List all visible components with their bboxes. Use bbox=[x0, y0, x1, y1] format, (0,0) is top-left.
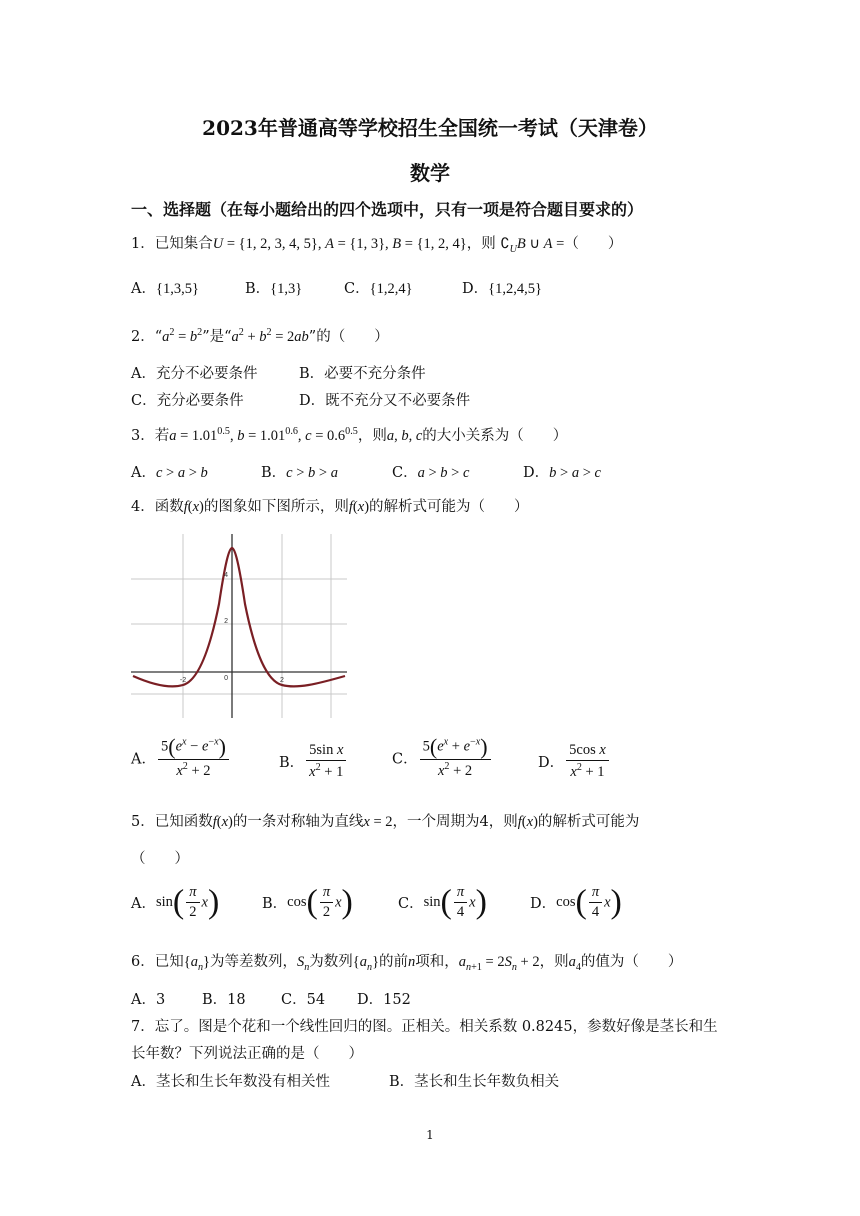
tick-label-2: 2 bbox=[224, 618, 228, 625]
q3-option-a: A．c > a > b bbox=[131, 465, 208, 481]
question-2: 2．“$a^2 = b^2$”是“$a^2 + b^2 = 2ab$”的（ ） bbox=[131, 327, 389, 345]
q7-option-a: A．茎长和生长年数没有相关性 bbox=[131, 1074, 330, 1090]
q4-option-b: B． $\frac{\text{5sin x}}{x^2 + 1}$ bbox=[279, 742, 348, 781]
q1-option-c: C．{1,2,4} bbox=[344, 281, 413, 297]
q2-option-b: B．必要不充分条件 bbox=[299, 366, 426, 382]
q4-option-c: C． $\frac{5(e^x + e^{-x})}{x^2 + 2}$ bbox=[392, 736, 493, 780]
tick-label-2-x: 2 bbox=[280, 677, 284, 684]
q5-option-a: A．sin( $\frac{\pi}{2}$ x) bbox=[131, 883, 220, 921]
q5-option-c: C．sin( $\frac{\pi}{4}$ x) bbox=[398, 883, 487, 921]
q6-option-b: B．18 bbox=[202, 992, 246, 1008]
q5-option-b: B．cos( $\frac{\pi}{2}$ x) bbox=[262, 883, 353, 921]
page-number: 1 bbox=[426, 1128, 434, 1142]
q4-option-d: D． $\frac{\text{5cos x}}{x^2 + 1}$ bbox=[538, 742, 611, 781]
q2-option-c: C．充分必要条件 bbox=[131, 393, 244, 409]
q1-option-d: D．{1,2,4,5} bbox=[462, 281, 542, 297]
tick-label-4: 4 bbox=[224, 572, 228, 579]
tick-label-neg2: -2 bbox=[179, 677, 187, 684]
q2-option-a: A．充分不必要条件 bbox=[131, 366, 258, 382]
question-5: 5．已知函数f(x)的一条对称轴为直线x = 2，一个周期为4，则f(x)的解析式可能为 bbox=[131, 814, 640, 830]
q4-option-a: A． $\frac{5(e^x - e^{-x})}{x^2 + 2}$ bbox=[131, 736, 231, 780]
question-6: 6．已知$\{a_n\}$为等差数列，$S_n$为数列$\{a_n\}$的前n项和，$a_{n+1} = 2S_n + 2$，则$a_4$的值为（ ） bbox=[131, 954, 683, 973]
question-3: 3．若$a = 1.01^{0.5}$, $b = 1.01^{0.6}$, $c = 0.6^{0.5}$，则a, b, c的大小关系为（ ） bbox=[131, 426, 568, 444]
question-7-line-1: 7．忘了。图是个花和一个线性回归的图。正相关。相关系数 0.8245，参数好像是茎长和生 bbox=[131, 1019, 718, 1035]
question-1: 1．已知集合U = {1, 2, 3, 4, 5}, A = {1, 3}, B = {1, 2, 4}，则 $∁_UB$ ∪ A =（ ） bbox=[131, 236, 623, 255]
q6-option-c: C．54 bbox=[281, 992, 326, 1008]
q6-option-d: D．152 bbox=[357, 992, 411, 1008]
q5-option-d: D．cos( $\frac{\pi}{4}$ x) bbox=[530, 883, 622, 921]
q1-option-a: A．{1,3,5} bbox=[131, 281, 199, 297]
q3-option-b: B．c > b > a bbox=[261, 465, 338, 481]
q3-option-d: D．b > a > c bbox=[523, 465, 601, 481]
q5-paren: （ ） bbox=[131, 851, 189, 867]
function-graph bbox=[131, 534, 347, 718]
q2-option-d: D．既不充分又不必要条件 bbox=[299, 393, 471, 409]
section-heading: 一、选择题（在每小题给出的四个选项中，只有一项是符合题目要求的） bbox=[131, 200, 644, 219]
q1-option-b: B．{1,3} bbox=[245, 281, 303, 297]
question-4: 4．函数f(x)的图象如下图所示，则f(x)的解析式可能为（ ） bbox=[131, 499, 529, 515]
q7-option-b: B．茎长和生长年数负相关 bbox=[389, 1074, 560, 1090]
tick-label-0: 0 bbox=[224, 675, 228, 682]
q3-option-c: C．a > b > c bbox=[392, 465, 470, 481]
q6-option-a: A．3 bbox=[131, 992, 166, 1008]
question-7-line-2: 长年数？下列说法正确的是（ ） bbox=[131, 1046, 363, 1062]
exam-title: 2023年普通高等学校招生全国统一考试（天津卷） bbox=[202, 116, 658, 140]
subject-title: 数学 bbox=[410, 161, 450, 185]
